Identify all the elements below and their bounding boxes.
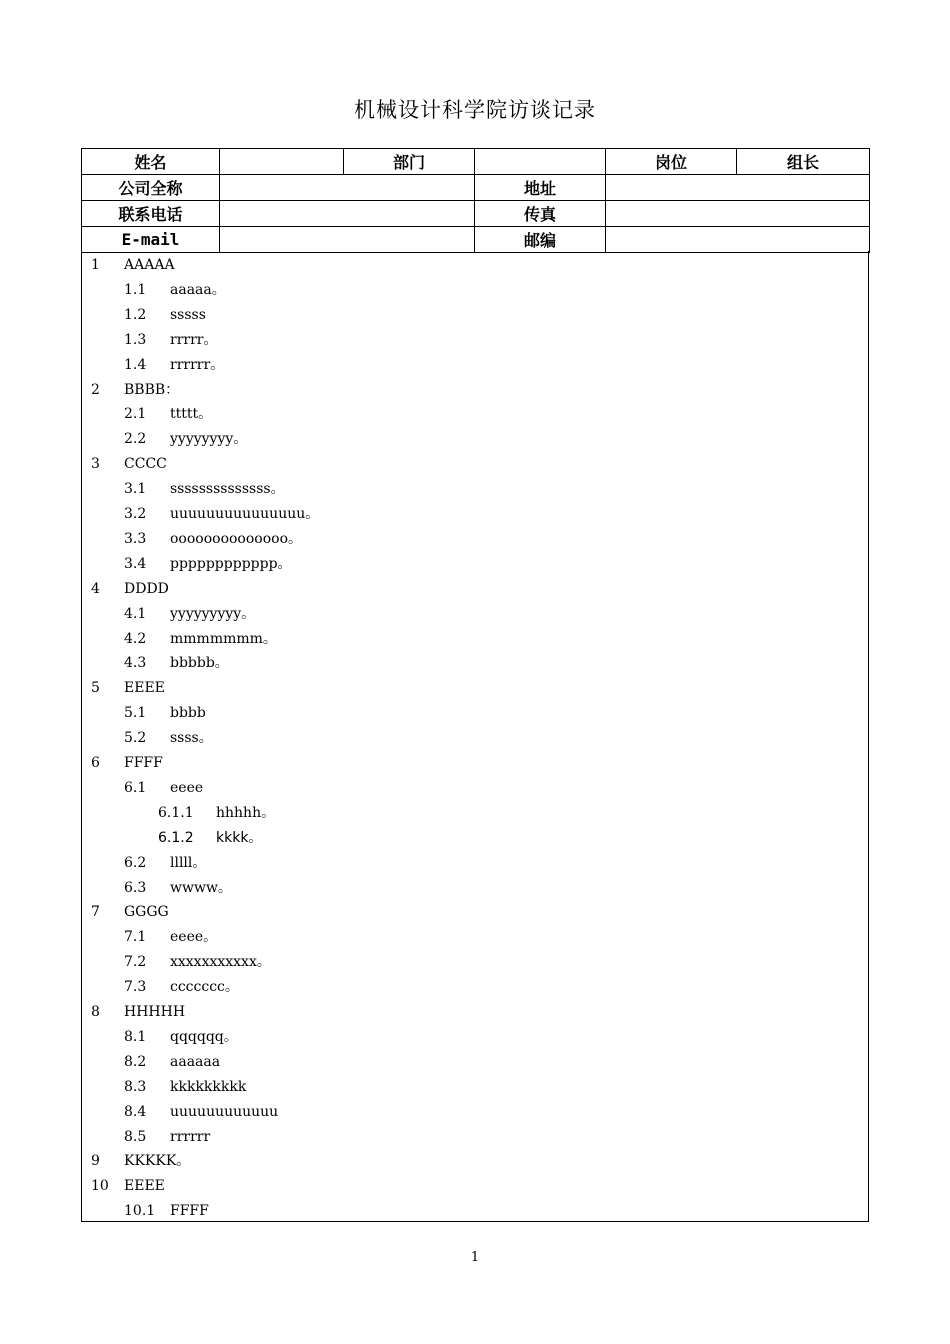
outline-item-text: yyyyyyyy。 xyxy=(170,431,248,448)
outline-number: 3.1 xyxy=(124,481,147,498)
outline-item-text: uuuuuuuuuuuuuuu。 xyxy=(170,506,320,522)
outline-item-text: rrrrr。 xyxy=(170,331,218,348)
outline-item-text: CCCC xyxy=(124,456,167,473)
outline-item-text: sssss xyxy=(170,306,206,323)
info-row-name xyxy=(82,149,870,175)
outline-item-text: wwww。 xyxy=(170,879,232,896)
outline-item-text: bbbbb。 xyxy=(170,655,229,672)
outline-number: 8.5 xyxy=(124,1128,147,1145)
outline-item-text: rrrrrr xyxy=(170,1128,211,1145)
info-row-email xyxy=(82,227,870,253)
info-row-phone xyxy=(82,201,870,227)
outline-item-text: FFFF xyxy=(124,755,163,771)
zip-value[interactable] xyxy=(606,227,870,253)
outline-item-text: xxxxxxxxxxx。 xyxy=(170,954,271,971)
outline-number: 10.1 xyxy=(124,1203,156,1220)
outline-number: 2 xyxy=(91,381,100,398)
outline-item-text: FFFF xyxy=(170,1203,209,1220)
outline-item-text: kkkkkkkkk xyxy=(170,1078,247,1095)
outline-item-text: EEEE xyxy=(124,680,165,697)
outline-number: 6.1 xyxy=(124,779,147,796)
post-value[interactable]: 组长 xyxy=(737,149,870,175)
company-value[interactable] xyxy=(220,175,475,201)
outline-item-text: EEEE xyxy=(124,1178,165,1195)
outline-item-text: mmmmmmm。 xyxy=(170,630,277,647)
outline-item-text: lllll。 xyxy=(170,854,207,871)
outline-number: 1.2 xyxy=(124,306,147,323)
phone-value[interactable] xyxy=(220,201,475,227)
outline-number: 9 xyxy=(91,1153,100,1170)
outline-item-text: GGGG xyxy=(124,904,169,921)
outline-number: 1.1 xyxy=(124,281,147,298)
name-label: 姓名 xyxy=(82,149,220,175)
address-label: 地址 xyxy=(475,175,606,201)
post-label: 岗位 xyxy=(606,149,737,175)
outline-item-text: HHHHH xyxy=(124,1004,186,1020)
address-value[interactable] xyxy=(606,175,870,201)
outline-number: 4 xyxy=(91,580,100,597)
outline-number: 8 xyxy=(91,1004,100,1020)
outline-number: 2.2 xyxy=(124,431,147,448)
outline-item-text: eeee。 xyxy=(170,929,218,946)
outline-item-text: ccccccc。 xyxy=(170,979,239,996)
outline-number: 1.3 xyxy=(124,331,147,348)
outline-number: 5.1 xyxy=(124,705,147,722)
outline-number: 6.3 xyxy=(124,879,147,896)
outline-number: 10 xyxy=(91,1178,109,1195)
outline-item-text: qqqqqq。 xyxy=(170,1028,238,1045)
outline-number: 4.2 xyxy=(124,630,147,647)
outline-number: 5.2 xyxy=(124,730,147,747)
zip-label: 邮编 xyxy=(475,227,606,253)
email-value[interactable] xyxy=(220,227,475,253)
outline-number: 7 xyxy=(91,904,100,921)
outline-number: 8.3 xyxy=(124,1078,147,1095)
outline-item-text: AAAAA xyxy=(124,257,175,273)
outline-item-text: oooooooooooooo。 xyxy=(170,530,303,547)
outline-number: 7.2 xyxy=(124,954,147,971)
outline-item-text: uuuuuuuuuuuu xyxy=(170,1103,279,1120)
outline-item-text: ssssssssssssss。 xyxy=(170,481,285,498)
outline-number: 8.2 xyxy=(124,1053,147,1070)
outline-item-text: KKKKK。 xyxy=(124,1153,191,1170)
company-label: 公司全称 xyxy=(82,175,220,201)
outline-number: 4.3 xyxy=(124,655,147,672)
outline-number: 1 xyxy=(91,257,100,273)
outline-item-text: aaaaa。 xyxy=(170,281,226,298)
dept-value[interactable] xyxy=(475,149,606,175)
outline-item-text: yyyyyyyyy。 xyxy=(170,605,256,622)
outline-item-text: rrrrrr。 xyxy=(170,356,225,373)
outline-number: 6.1.1 xyxy=(158,804,194,821)
outline-number: 2.1 xyxy=(124,406,147,423)
name-value[interactable] xyxy=(220,149,344,175)
outline-item-text: kkkk。 xyxy=(216,829,263,846)
outline-item-text: hhhhh。 xyxy=(216,804,276,821)
outline-item-text: BBBB： xyxy=(124,381,180,398)
interview-outline xyxy=(81,251,869,1222)
info-table xyxy=(81,148,870,253)
outline-number: 3.2 xyxy=(124,506,147,522)
phone-label: 联系电话 xyxy=(82,201,220,227)
outline-number: 6.1.2 xyxy=(158,829,194,846)
page-number: 1 xyxy=(470,1250,480,1265)
outline-number: 3 xyxy=(91,456,100,473)
outline-number: 8.1 xyxy=(124,1028,147,1045)
outline-number: 4.1 xyxy=(124,605,147,622)
document-title: 机械设计科学院访谈记录 xyxy=(354,98,596,122)
fax-label: 传真 xyxy=(475,201,606,227)
info-row-company xyxy=(82,175,870,201)
outline-number: 1.4 xyxy=(124,356,147,373)
outline-number: 5 xyxy=(91,680,100,697)
outline-number: 3.3 xyxy=(124,530,147,547)
outline-number: 6 xyxy=(91,755,100,771)
outline-item-text: DDDD xyxy=(124,580,169,597)
outline-item-text: aaaaaa xyxy=(170,1053,221,1070)
outline-number: 3.4 xyxy=(124,555,147,572)
outline-item-text: eeee xyxy=(170,779,204,796)
outline-item-text: ttttt。 xyxy=(170,406,213,423)
outline-item-text: ssss。 xyxy=(170,730,213,747)
dept-label: 部门 xyxy=(344,149,475,175)
outline-number: 7.3 xyxy=(124,979,147,996)
fax-value[interactable] xyxy=(606,201,870,227)
outline-number: 7.1 xyxy=(124,929,147,946)
outline-number: 6.2 xyxy=(124,854,147,871)
outline-number: 8.4 xyxy=(124,1103,147,1120)
email-label: E-mail xyxy=(82,227,220,253)
outline-item-text: bbbb xyxy=(170,705,206,722)
outline-item-text: pppppppppppp。 xyxy=(170,555,292,572)
